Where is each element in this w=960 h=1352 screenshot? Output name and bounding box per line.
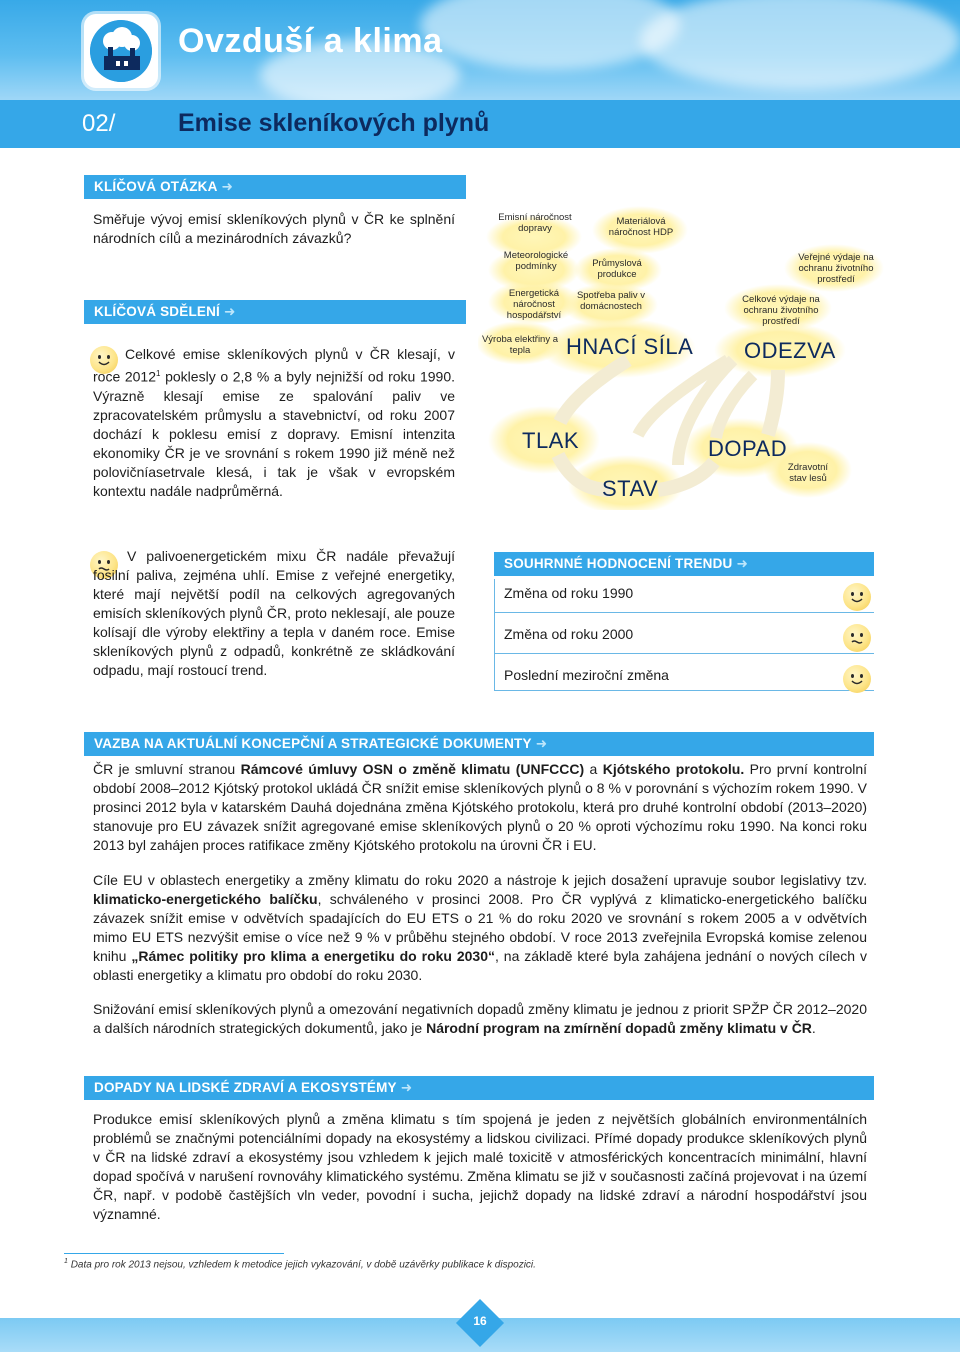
- driver-energy-intensity: Energetická náročnost hospodářství: [506, 288, 562, 321]
- policy-paragraph-2: [93, 871, 867, 985]
- page-title: Ovzduší a klima: [178, 22, 443, 60]
- key-message-1: [93, 345, 455, 501]
- green-paper-term: „Rámec politiky pro klima a energetiku do roku 2030“: [131, 948, 496, 964]
- stage-pressure: TLAK: [522, 428, 580, 453]
- footnote: [64, 1258, 536, 1270]
- trend-row-label: Změna od roku 2000: [504, 626, 634, 642]
- driver-electricity-heat: Výroba elektřiny a tepla: [481, 334, 559, 356]
- driver-meteorological: Meteorologické podmínky: [503, 250, 569, 272]
- stage-response: ODEZVA: [744, 338, 836, 363]
- arrow-right-icon: ➜: [736, 556, 749, 571]
- section-number: 02/: [82, 110, 116, 137]
- smiley-face-icon: [843, 665, 871, 693]
- dpsir-diagram: [478, 200, 960, 510]
- footnote-ref: 1: [156, 369, 161, 378]
- neutral-face-icon: [843, 624, 871, 652]
- stage-impact: DOPAD: [708, 436, 788, 461]
- key-message-1-rest: poklesly o 2,8 % a byly nejnižší od roku 1990. Výrazně klesají emise ze spalování paliv ve zpracovatelském průmyslu a stavebnictví, od roku 2007 dochází k poklesu emisí z dopravy. Emisní intenzita ekonomiky ČR je ve srovnání s rokem 1990 již méně než polovičníasetrvale klesá, i tak je však v evropském kontextu nadále nadprůměrná.: [93, 368, 456, 499]
- page-number: 16: [473, 1314, 487, 1328]
- text-run: Pro první kontrolní období 2008–2012 Kjótský protokol ukládá ČR snížit emise skleníkových plynů o 8 % v porovnání s výchozím rokem 1990. V prosinci 2012 byla v katarském Dauhá dojednána změna Kjótského protokolu, která pro druhé kontrolní období (2013–2020) stanovuje pro EU závazek snížit agregované emise skleníkových plynů o 20 % oproti výchozímu roku 1990. Na konci roku 2013 byl zahájen proces ratifikace změny Kjótského protokolu na úrovni ČR i EU.: [93, 761, 868, 853]
- driver-material-intensity: Materiálová náročnost HDP: [608, 216, 674, 238]
- trend-label: [494, 552, 874, 576]
- text-run: a: [584, 761, 603, 777]
- trend-row-label: Poslední meziroční změna: [504, 667, 669, 683]
- key-question-label-text: KLÍČOVÁ OTÁZKA: [94, 179, 218, 194]
- key-question-text: Směřuje vývoj emisí skleníkových plynů v ČR ke splnění národních cílů a mezinárodních závazků?: [93, 211, 455, 246]
- arrow-right-icon: ➜: [400, 1080, 413, 1095]
- key-message-1-lead: Celkové emise skleníkových plynů v ČR klesají, v roce 2012: [93, 346, 455, 385]
- trend-label-text: SOUHRNNÉ HODNOCENÍ TRENDU: [504, 556, 733, 571]
- trend-box-border: [494, 579, 495, 691]
- impacts-label: [84, 1076, 874, 1100]
- impact-forest-health: Zdravotní stav lesů: [787, 462, 829, 484]
- impacts-label-text: DOPADY NA LIDSKÉ ZDRAVÍ A EKOSYSTÉMY: [94, 1080, 397, 1095]
- kyoto-term: Kjótského protokolu.: [602, 761, 745, 777]
- trend-box-border: [494, 690, 874, 691]
- text-run: Cíle EU v oblastech energetiky a změny klimatu do roku 2020 a nástroje k jejich dosažení upravuje soubor legislativy tzv.: [93, 872, 867, 888]
- footnote-text: Data pro rok 2013 nejsou, vzhledem k metodice jejich vykazování, v době uzávěrky publikace k dispozici.: [70, 1259, 536, 1271]
- trend-row-label: Změna od roku 1990: [504, 585, 634, 601]
- policy-paragraph-1: [93, 760, 867, 855]
- stage-state: STAV: [602, 476, 659, 501]
- factory-icon: [90, 20, 152, 82]
- policy-paragraph-3: [93, 1000, 867, 1038]
- footnote-mark: 1: [64, 1258, 68, 1265]
- footnote-divider: [64, 1253, 284, 1254]
- text-run: , na základě které byla zahájena jednání o nových cílech v oblasti energetiky a klimatu pro období do roku 2030.: [93, 948, 867, 983]
- trend-row: [494, 579, 874, 613]
- key-question-label: [84, 175, 466, 199]
- arrow-right-icon: ➜: [221, 179, 234, 194]
- text-run: ČR je smluvní stranou: [93, 761, 241, 777]
- driver-industrial-production: Průmyslová produkce: [592, 258, 642, 280]
- policy-label: [84, 732, 874, 756]
- page-header: [0, 0, 960, 100]
- stage-driving-force: HNACÍ SÍLA: [566, 334, 694, 359]
- response-public-expenditure: Veřejné výdaje na ochranu životního prostředí: [798, 252, 874, 285]
- unfccc-term: Rámcové úmluvy OSN o změně klimatu (UNFCCC): [240, 761, 585, 777]
- driver-transport-intensity: Emisní náročnost dopravy: [498, 212, 572, 234]
- smiley-face-icon: [843, 583, 871, 611]
- text-run: Snižování emisí skleníkových plynů a omezování negativních dopadů změny klimatu je jednou z priorit SPŽP ČR 2012–2020 a dalších národních strategických dokumentů, jako je: [93, 1001, 867, 1036]
- policy-label-text: VAZBA NA AKTUÁLNÍ KONCEPČNÍ A STRATEGICKÉ DOKUMENTY: [94, 736, 532, 751]
- key-message-2: V palivoenergetickém mixu ČR nadále převažují fosilní paliva, zejména uhlí. Emise z veřejné energetiky, které mají největší podíl na celkových agregovaných emisích skleníkových plynů ČR, proto neklesají, ale pouze kolísají dle výroby elektřiny a tepla v daném roce. Emise skleníkových plynů z odpadů, konkrétně ze skládkování odpadu, mají rostoucí trend.: [93, 548, 455, 678]
- section-bar: [0, 100, 960, 148]
- air-climate-logo: [84, 14, 158, 88]
- arrow-right-icon: ➜: [535, 736, 548, 751]
- response-total-expenditure: Celkové výdaje na ochranu životního prostředí: [742, 294, 820, 327]
- trend-row: [494, 620, 874, 654]
- national-program-term: Národní program na zmírnění dopadů změny klimatu v ČR: [426, 1020, 812, 1036]
- text-run: , schváleného v prosinci 2008. Pro ČR vyplývá z klimaticko-energetického balíčku závazek snížit emise v odvětvích spadajících do EU ETS o 21 % do roku 2020 ve srovnání s rokem 2005 a v odvětvích mimo EU ETS nezvýšit emise o více než 9 % v průběhu stejného období. V roce 2013 zveřejnila Evropská komise zelenou knihu: [93, 891, 867, 964]
- key-messages-label: [84, 300, 466, 324]
- cloud-decoration: [640, 0, 960, 90]
- text-run: .: [811, 1020, 816, 1036]
- climate-package-term: klimaticko-energetického balíčku: [93, 891, 318, 907]
- arrow-right-icon: ➜: [224, 304, 236, 319]
- key-messages-label-text: KLÍČOVÁ SDĚLENÍ: [94, 304, 221, 319]
- section-title: Emise skleníkových plynů: [178, 109, 490, 137]
- impacts-text: Produkce emisí skleníkových plynů a změna klimatu s tím spojená je jeden z největších globálních environmentálních problémů se značnými potenciálními dopady na ekosystémy a lidskou civilizaci. Přímé dopady produkce skleníkových plynů v ČR na lidské zdraví a ekosystémy jsou vzhledem k jejich malé toxicitě v atmosférických koncentracích minimální, hlavní dopad spočívá v narušení rovnováhy klimatického systému. Změna klimatu se již v současnosti začíná projevovat i na území ČR, např. v podobě častějších vln veder, povodní i sucha, jejichž dopady na lidské zdraví a národní hospodářství jsou významné.: [93, 1111, 867, 1222]
- driver-household-fuel: Spotřeba paliv v domácnostech: [576, 290, 646, 312]
